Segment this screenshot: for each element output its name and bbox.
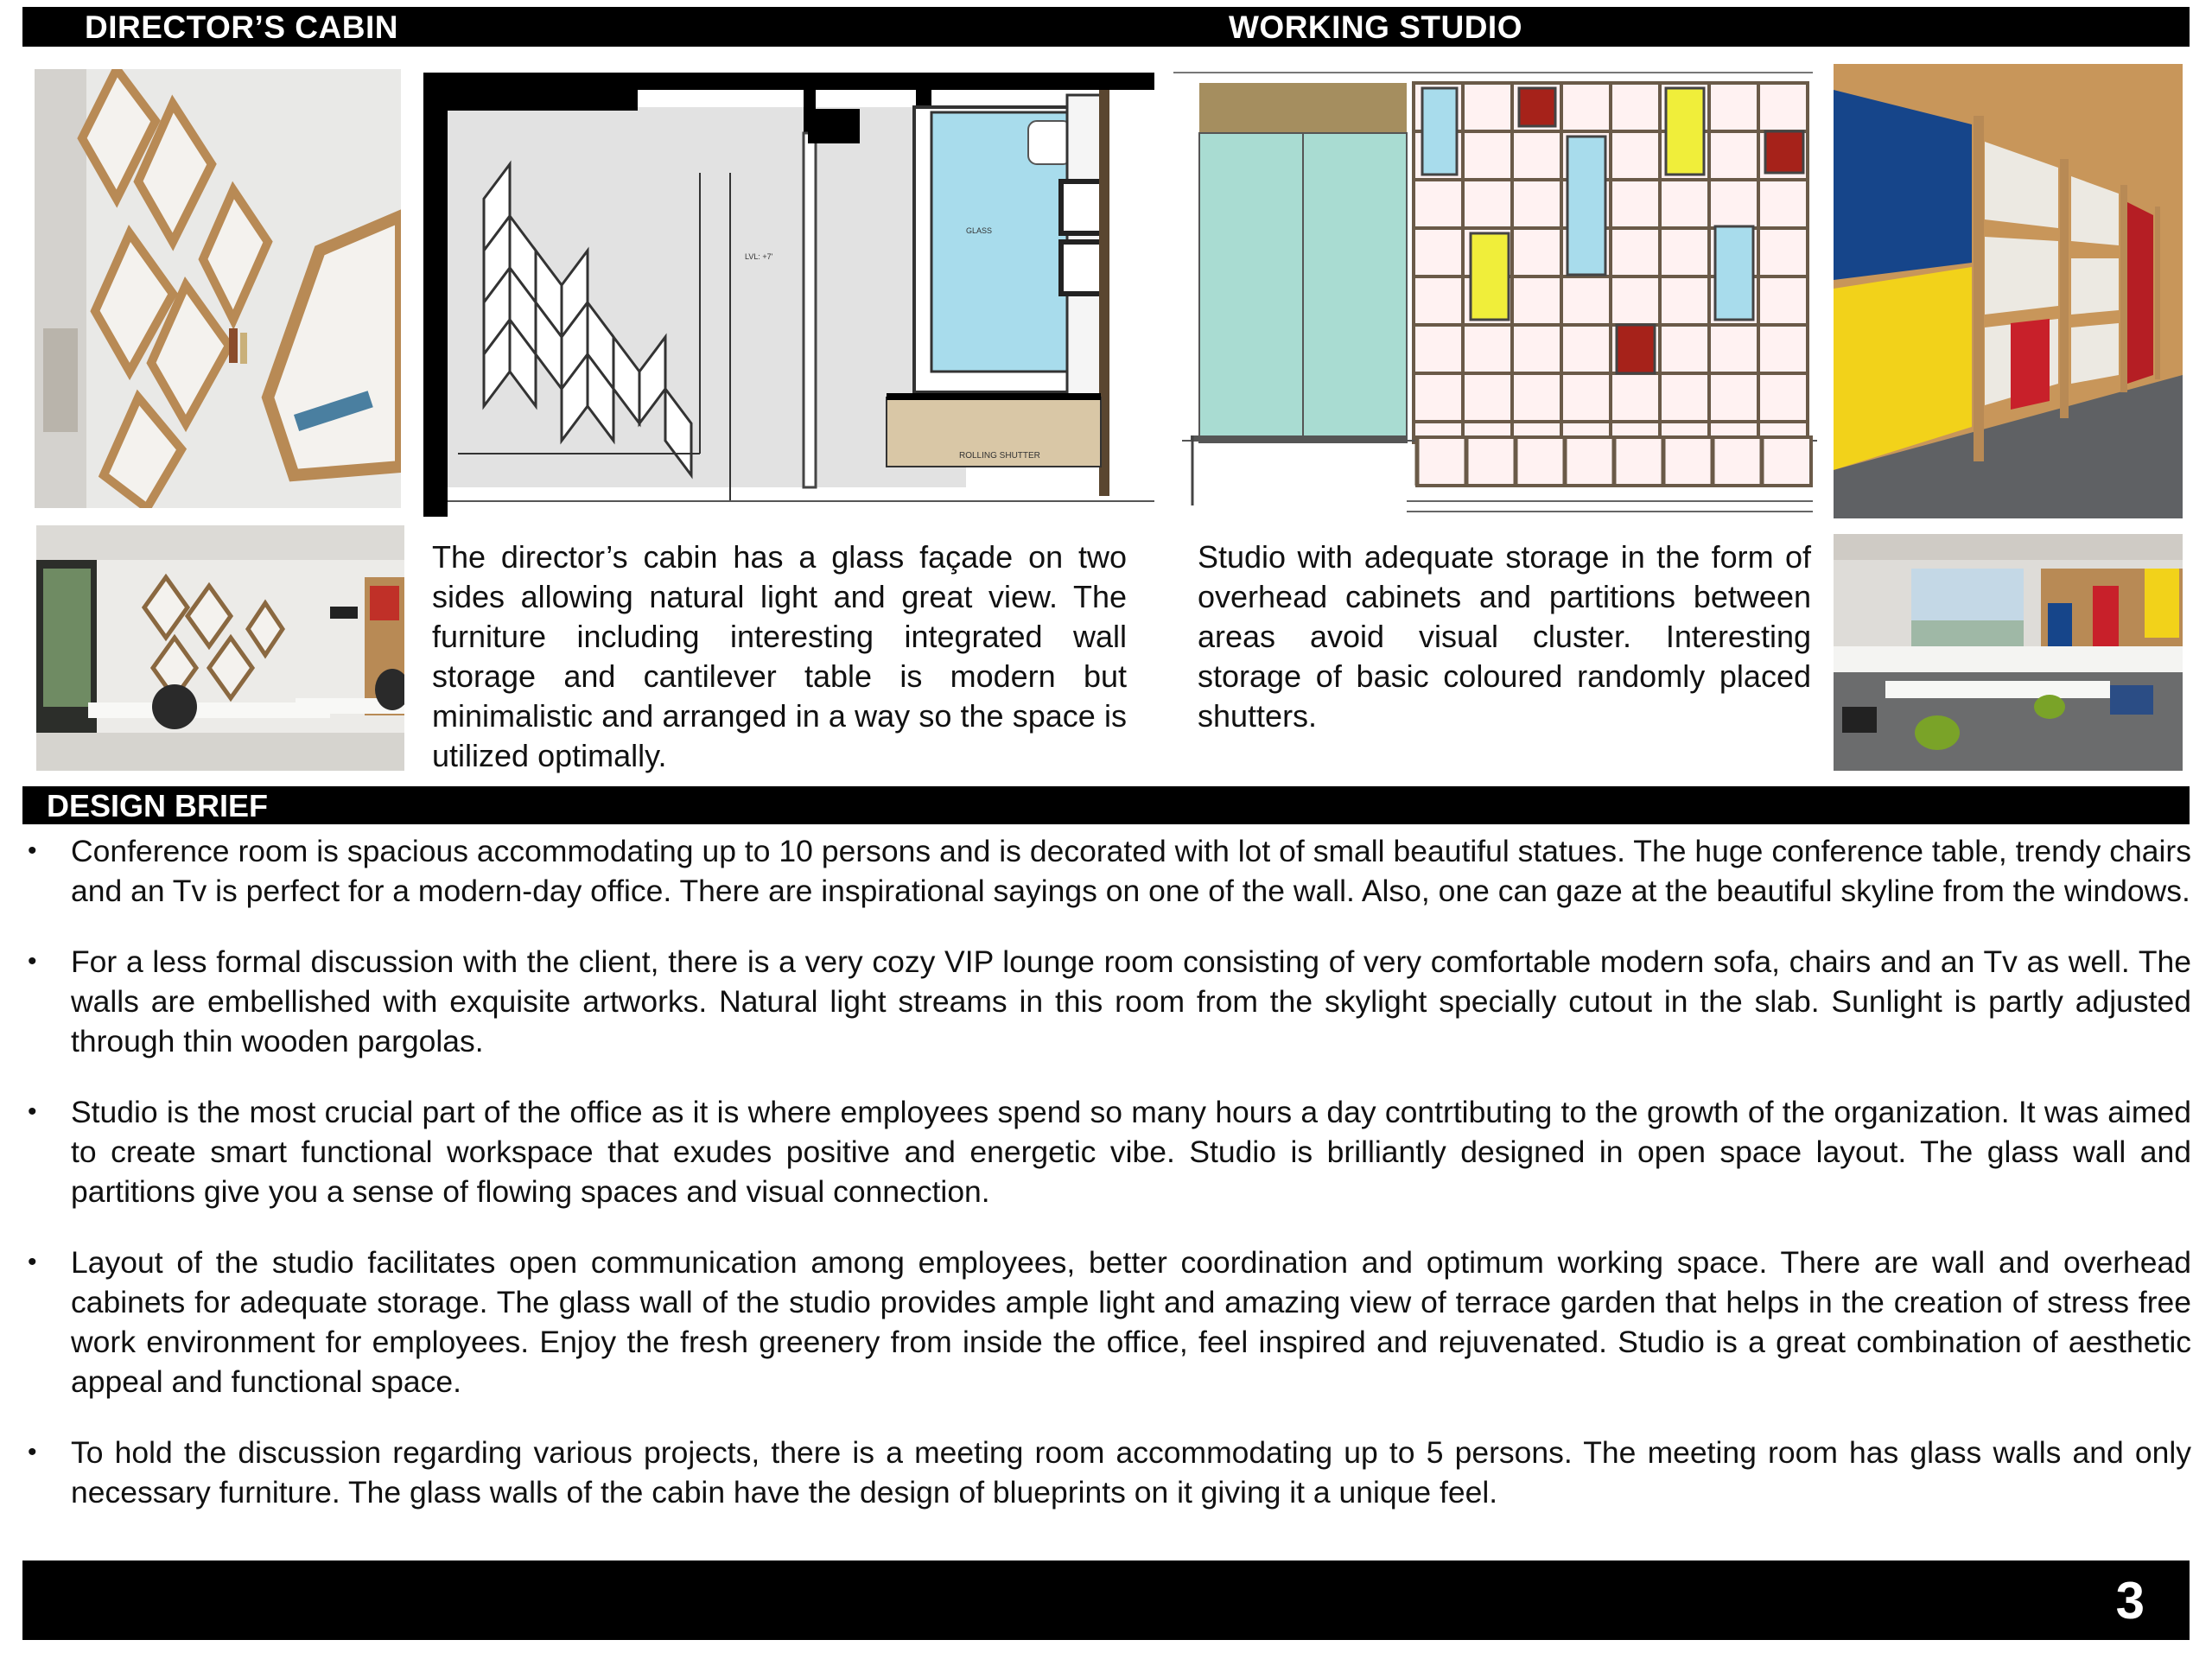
working-studio-title: WORKING STUDIO: [1229, 10, 1522, 45]
design-brief-title: DESIGN BRIEF: [47, 788, 269, 823]
cabin-interior-photo: [36, 525, 404, 771]
bullet-icon: •: [28, 1438, 37, 1466]
brief-item: [26, 942, 2191, 1061]
brief-item-text: Layout of the studio facilitates open communication among employees, better coordination and optimum working space. There are wall and overhead cabinets for adequate storage. The glass wall of the studio provides ample light and amazing view of terrace garden that helps in the creation of stress free work environment for employees. Enjoy the fresh greenery from inside the office, feel inspired and rejuvenated. Studio is a great combination of aesthetic appeal and functional space.: [71, 1245, 2191, 1399]
design-brief-bar: [22, 786, 2190, 824]
studio-description: Studio with adequate storage in the form of overhead cabinets and partitions between areas avoid visual cluster. Interesting storage of basic coloured randomly placed shutters.: [1198, 539, 1811, 734]
cabin-description: The director’s cabin has a glass façade on two sides allowing natural light and great view. The furniture including interesting integrated wall storage and cantilever table is modern but minimalistic and arranged in a way so the space is utilized optimally.: [432, 539, 1127, 773]
studio-elevation-svg: [1173, 69, 1821, 518]
brief-item-text: Conference room is spacious accommodating up to 10 persons and is decorated with lot of small beautiful statues. The huge conference table, trendy chairs and an Tv is perfect for a modern-day office. There are inspirational sayings on one of the wall. Also, one can gaze at the beautiful skyline from the windows.: [71, 834, 2191, 908]
brief-item: [26, 831, 2191, 911]
brief-item: [26, 1243, 2191, 1402]
page-number: 3: [2115, 1572, 2145, 1630]
studio-workspace-image: [1834, 534, 2183, 771]
bullet-icon: •: [28, 1248, 37, 1276]
brief-item-text: For a less formal discussion with the client, there is a very cozy VIP lounge room consisting of very comfortable modern sofa, chairs and an Tv as well. The walls are embellished with exquisite artworks. Natural light streams in this room from the skylight specially cutout in the slab. Sunlight is partly adjusted through thin wooden pargolas.: [71, 944, 2191, 1058]
studio-shelves-photo: [1834, 64, 2183, 518]
rolling-shutter-label: ROLLING SHUTTER: [959, 451, 1040, 461]
cabin-wall-storage-photo: [35, 69, 401, 508]
studio-workspace-photo: [1834, 534, 2183, 771]
brief-item-text: Studio is the most crucial part of the office as it is where employees spend so many hours a day contrtibuting to the growth of the organization. It was aimed to create smart functional workspace that exudes positive and energetic vibe. Studio is brilliantly designed in open space layout. The glass wall and partitions give you a sense of flowing spaces and visual connection.: [71, 1095, 2191, 1209]
brief-item-text: To hold the discussion regarding various projects, there is a meeting room accommodating up to 5 persons. The meeting room has glass walls and only necessary furniture. The glass walls of the cabin have the design of blueprints on it giving it a unique feel.: [71, 1435, 2191, 1510]
section-header-bar: [22, 7, 2190, 47]
studio-storage-elevation: [1173, 69, 1821, 518]
footer-bar: [22, 1560, 2190, 1640]
studio-shelves-image: [1834, 64, 2183, 518]
cabin-wall-storage-image: [35, 69, 401, 508]
level-label: LVL: +7': [745, 252, 773, 261]
brief-item: [26, 1092, 2191, 1211]
directors-cabin-title: DIRECTOR’S CABIN: [85, 10, 398, 45]
bullet-icon: •: [28, 947, 37, 976]
bullet-icon: •: [28, 1097, 37, 1126]
cabin-plan-svg: [423, 69, 1154, 517]
glass-label: GLASS: [966, 226, 993, 235]
design-brief-list: [26, 831, 2191, 1543]
cabin-interior-image: [36, 525, 404, 771]
bullet-icon: •: [28, 836, 37, 865]
brief-item: [26, 1433, 2191, 1512]
cabin-plan-drawing: [423, 69, 1154, 517]
